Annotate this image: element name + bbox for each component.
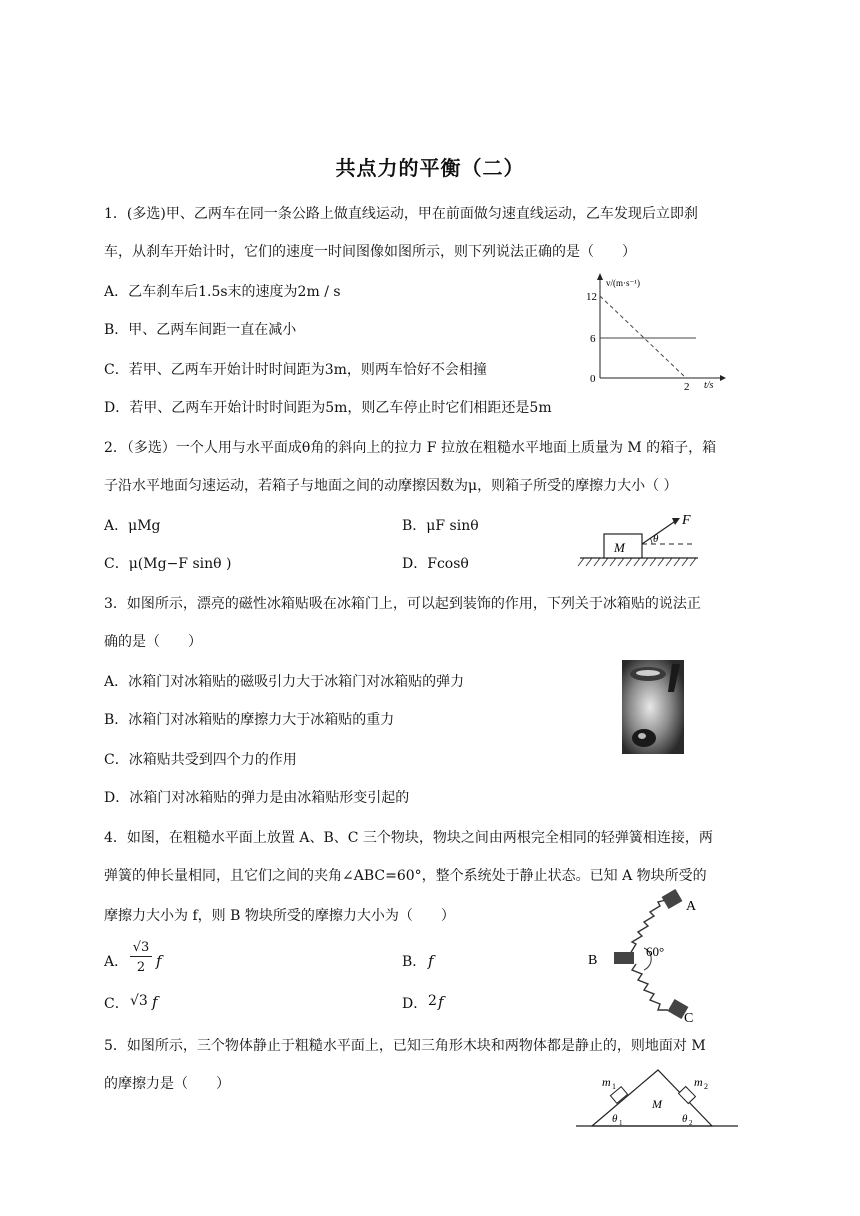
label-angle: 60°: [646, 944, 665, 959]
label-theta1: θ: [612, 1113, 618, 1125]
block-m2: [679, 1086, 696, 1103]
page-title: 共点力的平衡（二）: [335, 156, 525, 180]
q2-option-b: B．μF sinθ: [402, 518, 479, 534]
q1-option-c: C．若甲、乙两车开始计时时间距为3m，则两车恰好不会相撞: [104, 362, 487, 378]
graph-ylabel: v/(m·s⁻¹): [606, 278, 640, 288]
q3-option-c: C．冰箱贴共受到四个力的作用: [104, 752, 297, 768]
q2-option-c: C．μ(Mg−F sinθ ): [104, 556, 232, 572]
spring-bc: [632, 964, 668, 1010]
q2-box-figure: [576, 510, 706, 570]
label-b: B: [588, 953, 598, 968]
force-f-arrow: [672, 518, 680, 525]
graph-line-yi: [600, 296, 686, 378]
q4-option-c-var: f: [152, 993, 158, 1011]
label-theta1-sub: 1: [619, 1119, 623, 1127]
q2-stem-line2: 子沿水平地面匀速运动，若箱子与地面之间的动摩擦因数为μ，则箱子所受的摩擦力大小（ ）: [104, 478, 678, 494]
label-big-m: M: [652, 1097, 662, 1111]
q1-stem-line2: 车，从刹车开始计时，它们的速度一时间图像如图所示，则下列说法正确的是（ ）: [104, 244, 636, 260]
q5-stem-line1: 5．如图所示，三个物体静止于粗糙水平面上，已知三角形木块和两物体都是静止的，则地面对 M: [104, 1038, 706, 1054]
q3-option-b: B．冰箱门对冰箱贴的摩擦力大于冰箱贴的重力: [104, 712, 395, 728]
box-label: M: [614, 540, 625, 555]
q4-springs-figure: [578, 886, 708, 1026]
q4-option-a-var: f: [156, 952, 162, 970]
q4-option-a-denominator: 2: [136, 960, 146, 975]
graph-xlabel: t/s: [704, 380, 714, 390]
graph-tick-12: 12: [586, 291, 597, 303]
graph-tick-2: 2: [684, 381, 690, 390]
q4-option-b-prefix: B．: [402, 954, 427, 970]
q4-option-c-prefix: C．: [104, 996, 129, 1012]
q4-option-d-value: 2: [428, 993, 437, 1009]
q4-option-d-var: f: [438, 993, 444, 1011]
q3-stem-line2: 确的是（ ）: [104, 634, 202, 650]
q2-stem-line1: 2．（多选）一个人用与水平面成θ角的斜向上的拉力 F 拉放在粗糙水平地面上质量为 M 的箱子，箱: [104, 440, 717, 456]
graph-x-arrow: [720, 375, 726, 381]
q1-vt-graph: [580, 270, 730, 390]
label-m1: m: [602, 1075, 611, 1089]
label-m2: m: [694, 1075, 703, 1089]
label-m1-sub: 1: [612, 1082, 616, 1091]
q1-option-d: D．若甲、乙两车开始计时时间距为5m，则乙车停止时它们相距还是5m: [104, 400, 552, 416]
force-label: F: [682, 513, 691, 528]
graph-tick-0: 0: [590, 373, 596, 385]
q2-option-d: D．Fcosθ: [402, 556, 469, 572]
q4-stem-line3: 摩擦力大小为 f，则 B 物块所受的摩擦力大小为（ ）: [104, 908, 455, 924]
q3-stem-line1: 3．如图所示，漂亮的磁性冰箱贴吸在冰箱门上，可以起到装饰的作用，下列关于冰箱贴的说法正: [104, 596, 701, 612]
q3-option-a: A．冰箱门对冰箱贴的磁吸引力大于冰箱门对冰箱贴的弹力: [104, 674, 465, 690]
q5-stem-line2: 的摩擦力是（ ）: [104, 1076, 230, 1092]
q4-option-d-prefix: D．: [402, 996, 428, 1012]
label-a: A: [686, 899, 697, 914]
label-c: C: [684, 1011, 694, 1026]
q4-option-a-prefix: A．: [104, 954, 129, 970]
q4-option-b-var: f: [428, 952, 434, 970]
q1-option-b: B．甲、乙两车间距一直在减小: [104, 322, 297, 338]
q5-wedge-figure: [572, 1060, 742, 1130]
label-m2-sub: 2: [704, 1082, 708, 1091]
q4-stem-line2: 弹簧的伸长量相同，且它们之间的夹角∠ABC=60°，整个系统处于静止状态。已知 A 物块所受的: [104, 868, 707, 884]
block-b: [614, 952, 634, 964]
q1-stem-line1: 1．(多选)甲、乙两车在同一条公路上做直线运动，甲在前面做匀速直线运动，乙车发现后立即刹: [104, 206, 698, 222]
q3-fridge-magnet-photo: [622, 660, 684, 754]
graph-tick-6: 6: [590, 333, 596, 345]
angle-label: θ: [653, 533, 659, 545]
q2-option-a: A．μMg: [104, 518, 161, 534]
q3-option-d: D．冰箱门对冰箱贴的弹力是由冰箱贴形变引起的: [104, 790, 410, 806]
q4-stem-line1: 4．如图，在粗糙水平面上放置 A、B、C 三个物块，物块之间由两根完全相同的轻弹簧相连接，两: [104, 830, 713, 846]
q4-option-a-numerator: √3: [130, 940, 152, 957]
label-theta2: θ: [682, 1113, 688, 1125]
q4-option-c-value: √3: [130, 993, 148, 1009]
label-theta2-sub: 2: [689, 1119, 693, 1127]
block-a: [662, 889, 683, 909]
graph-y-arrow: [597, 273, 603, 280]
q1-option-a: A．乙车刹车后1.5s末的速度为2m / s: [104, 284, 341, 300]
